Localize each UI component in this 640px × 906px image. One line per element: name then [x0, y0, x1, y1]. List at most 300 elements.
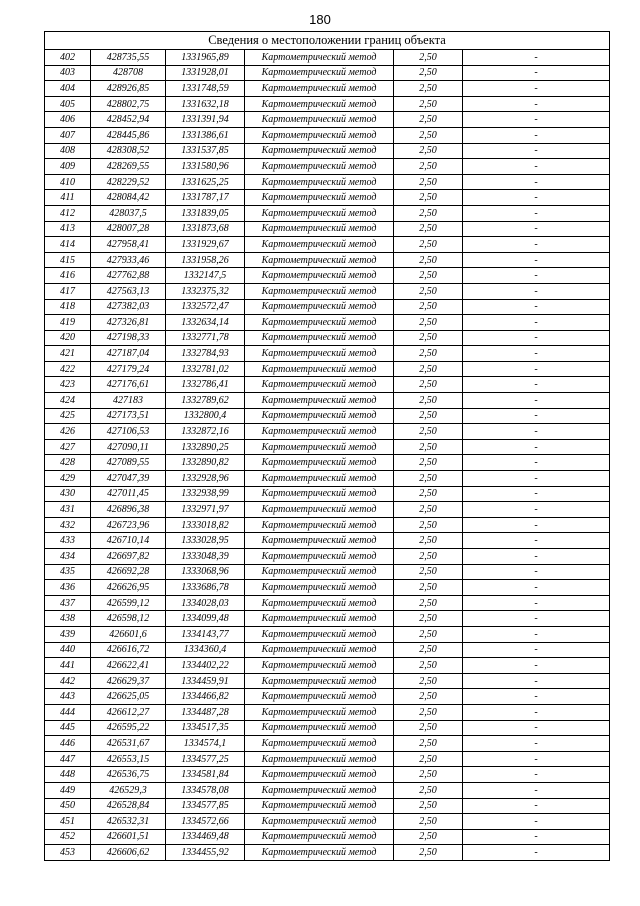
cell-coord-y: 1331929,67 — [166, 237, 245, 253]
cell-point-number: 447 — [45, 751, 91, 767]
cell-coord-y: 1334143,77 — [166, 626, 245, 642]
cell-point-number: 437 — [45, 595, 91, 611]
table-row — [45, 814, 610, 830]
cell-method: Картометрический метод — [245, 814, 394, 830]
cell-description: - — [463, 767, 610, 783]
table-row — [45, 549, 610, 565]
cell-point-number: 439 — [45, 626, 91, 642]
cell-point-number: 448 — [45, 767, 91, 783]
cell-coord-y: 1332971,97 — [166, 502, 245, 518]
cell-coord-x: 427011,45 — [91, 486, 166, 502]
cell-point-number: 427 — [45, 439, 91, 455]
cell-coord-y: 1332634,14 — [166, 315, 245, 331]
cell-coord-y: 1334466,82 — [166, 689, 245, 705]
cell-coord-x: 426601,51 — [91, 829, 166, 845]
cell-point-number: 449 — [45, 782, 91, 798]
cell-point-number: 430 — [45, 486, 91, 502]
cell-point-number: 408 — [45, 143, 91, 159]
cell-method: Картометрический метод — [245, 829, 394, 845]
cell-description: - — [463, 673, 610, 689]
cell-coord-y: 1333048,39 — [166, 549, 245, 565]
cell-method: Картометрический метод — [245, 424, 394, 440]
cell-coord-x: 427089,55 — [91, 455, 166, 471]
cell-point-number: 410 — [45, 174, 91, 190]
cell-method: Картометрический метод — [245, 564, 394, 580]
cell-coord-x: 426536,75 — [91, 767, 166, 783]
cell-point-number: 432 — [45, 517, 91, 533]
cell-coord-x: 426529,3 — [91, 782, 166, 798]
cell-point-number: 423 — [45, 377, 91, 393]
cell-method: Картометрический метод — [245, 237, 394, 253]
cell-method: Картометрический метод — [245, 315, 394, 331]
cell-coord-y: 1333028,95 — [166, 533, 245, 549]
cell-coord-y: 1331391,94 — [166, 112, 245, 128]
page-number: 180 — [309, 12, 331, 27]
table-title: Сведения о местоположении границ объекта — [45, 32, 610, 50]
cell-description: - — [463, 346, 610, 362]
cell-accuracy: 2,50 — [394, 767, 463, 783]
table-row — [45, 736, 610, 752]
cell-description: - — [463, 829, 610, 845]
cell-description: - — [463, 283, 610, 299]
cell-coord-x: 427198,33 — [91, 330, 166, 346]
cell-method: Картометрический метод — [245, 439, 394, 455]
cell-point-number: 428 — [45, 455, 91, 471]
cell-coord-x: 427563,13 — [91, 283, 166, 299]
cell-coord-y: 1334578,08 — [166, 782, 245, 798]
cell-method: Картометрический метод — [245, 112, 394, 128]
cell-coord-x: 427183 — [91, 393, 166, 409]
table-row — [45, 346, 610, 362]
cell-coord-y: 1332800,4 — [166, 408, 245, 424]
cell-method: Картометрический метод — [245, 502, 394, 518]
cell-coord-x: 426896,38 — [91, 502, 166, 518]
cell-coord-y: 1334577,25 — [166, 751, 245, 767]
table-row — [45, 658, 610, 674]
cell-accuracy: 2,50 — [394, 751, 463, 767]
table-row — [45, 689, 610, 705]
cell-accuracy: 2,50 — [394, 252, 463, 268]
cell-method: Картометрический метод — [245, 50, 394, 66]
cell-coord-x: 428037,5 — [91, 205, 166, 221]
table-row — [45, 393, 610, 409]
cell-accuracy: 2,50 — [394, 782, 463, 798]
cell-coord-x: 426723,96 — [91, 517, 166, 533]
cell-coord-x: 427933,46 — [91, 252, 166, 268]
cell-coord-y: 1333018,82 — [166, 517, 245, 533]
cell-method: Картометрический метод — [245, 96, 394, 112]
cell-point-number: 444 — [45, 704, 91, 720]
cell-description: - — [463, 377, 610, 393]
cell-accuracy: 2,50 — [394, 595, 463, 611]
cell-coord-y: 1334402,22 — [166, 658, 245, 674]
cell-coord-y: 1331580,96 — [166, 159, 245, 175]
cell-accuracy: 2,50 — [394, 127, 463, 143]
cell-coord-y: 1332938,99 — [166, 486, 245, 502]
cell-accuracy: 2,50 — [394, 377, 463, 393]
cell-description: - — [463, 611, 610, 627]
cell-point-number: 451 — [45, 814, 91, 830]
cell-point-number: 420 — [45, 330, 91, 346]
cell-accuracy: 2,50 — [394, 564, 463, 580]
cell-point-number: 442 — [45, 673, 91, 689]
cell-point-number: 407 — [45, 127, 91, 143]
cell-point-number: 419 — [45, 315, 91, 331]
cell-description: - — [463, 424, 610, 440]
cell-coord-x: 427047,39 — [91, 471, 166, 487]
cell-accuracy: 2,50 — [394, 268, 463, 284]
cell-coord-y: 1334581,84 — [166, 767, 245, 783]
cell-accuracy: 2,50 — [394, 143, 463, 159]
cell-description: - — [463, 439, 610, 455]
cell-point-number: 424 — [45, 393, 91, 409]
cell-method: Картометрический метод — [245, 283, 394, 299]
cell-point-number: 405 — [45, 96, 91, 112]
cell-coord-x: 426598,12 — [91, 611, 166, 627]
cell-coord-y: 1331537,85 — [166, 143, 245, 159]
table-title-row — [45, 32, 610, 50]
cell-method: Картометрический метод — [245, 845, 394, 861]
cell-description: - — [463, 736, 610, 752]
table-row — [45, 595, 610, 611]
cell-point-number: 426 — [45, 424, 91, 440]
cell-description: - — [463, 720, 610, 736]
cell-description: - — [463, 626, 610, 642]
cell-coord-y: 1334577,85 — [166, 798, 245, 814]
cell-coord-y: 1334574,1 — [166, 736, 245, 752]
cell-point-number: 409 — [45, 159, 91, 175]
table-row — [45, 517, 610, 533]
cell-coord-x: 428735,55 — [91, 50, 166, 66]
cell-point-number: 406 — [45, 112, 91, 128]
table-row — [45, 408, 610, 424]
cell-coord-x: 427187,04 — [91, 346, 166, 362]
cell-description: - — [463, 393, 610, 409]
cell-point-number: 414 — [45, 237, 91, 253]
table-row — [45, 767, 610, 783]
cell-method: Картометрический метод — [245, 377, 394, 393]
cell-description: - — [463, 689, 610, 705]
cell-description: - — [463, 174, 610, 190]
cell-description: - — [463, 814, 610, 830]
cell-accuracy: 2,50 — [394, 299, 463, 315]
table-row — [45, 642, 610, 658]
cell-description: - — [463, 143, 610, 159]
cell-point-number: 413 — [45, 221, 91, 237]
table-row — [45, 81, 610, 97]
cell-accuracy: 2,50 — [394, 845, 463, 861]
cell-point-number: 434 — [45, 549, 91, 565]
cell-coord-x: 426532,31 — [91, 814, 166, 830]
cell-coord-y: 1331632,18 — [166, 96, 245, 112]
cell-method: Картометрический метод — [245, 798, 394, 814]
table-row — [45, 190, 610, 206]
cell-description: - — [463, 361, 610, 377]
cell-method: Картометрический метод — [245, 330, 394, 346]
cell-point-number: 446 — [45, 736, 91, 752]
cell-accuracy: 2,50 — [394, 330, 463, 346]
cell-point-number: 452 — [45, 829, 91, 845]
cell-description: - — [463, 96, 610, 112]
table-row — [45, 112, 610, 128]
cell-method: Картометрический метод — [245, 455, 394, 471]
cell-method: Картометрический метод — [245, 205, 394, 221]
cell-coord-y: 1334517,35 — [166, 720, 245, 736]
cell-coord-x: 427179,24 — [91, 361, 166, 377]
cell-accuracy: 2,50 — [394, 736, 463, 752]
cell-method: Картометрический метод — [245, 143, 394, 159]
cell-coord-y: 1332928,96 — [166, 471, 245, 487]
cell-description: - — [463, 549, 610, 565]
cell-accuracy: 2,50 — [394, 439, 463, 455]
table-row — [45, 580, 610, 596]
cell-accuracy: 2,50 — [394, 190, 463, 206]
cell-description: - — [463, 471, 610, 487]
cell-coord-y: 1334572,66 — [166, 814, 245, 830]
cell-method: Картометрический метод — [245, 127, 394, 143]
cell-coord-x: 426692,28 — [91, 564, 166, 580]
cell-method: Картометрический метод — [245, 611, 394, 627]
cell-coord-y: 1334028,03 — [166, 595, 245, 611]
cell-coord-x: 426528,84 — [91, 798, 166, 814]
cell-method: Картометрический метод — [245, 533, 394, 549]
table-row — [45, 486, 610, 502]
cell-coord-x: 426601,6 — [91, 626, 166, 642]
table-row — [45, 611, 610, 627]
cell-coord-y: 1332890,82 — [166, 455, 245, 471]
cell-point-number: 441 — [45, 658, 91, 674]
table-row — [45, 424, 610, 440]
cell-accuracy: 2,50 — [394, 642, 463, 658]
cell-description: - — [463, 455, 610, 471]
cell-coord-x: 427762,88 — [91, 268, 166, 284]
cell-coord-x: 428445,86 — [91, 127, 166, 143]
cell-coord-x: 427958,41 — [91, 237, 166, 253]
table-row — [45, 268, 610, 284]
cell-point-number: 402 — [45, 50, 91, 66]
cell-point-number: 403 — [45, 65, 91, 81]
cell-coord-y: 1331386,61 — [166, 127, 245, 143]
cell-description: - — [463, 81, 610, 97]
cell-accuracy: 2,50 — [394, 486, 463, 502]
cell-coord-x: 427326,81 — [91, 315, 166, 331]
table-body — [45, 32, 610, 861]
cell-method: Картометрический метод — [245, 767, 394, 783]
cell-coord-y: 1332890,25 — [166, 439, 245, 455]
cell-description: - — [463, 112, 610, 128]
cell-description: - — [463, 237, 610, 253]
cell-coord-x: 428308,52 — [91, 143, 166, 159]
table-row — [45, 50, 610, 66]
table-row — [45, 502, 610, 518]
cell-accuracy: 2,50 — [394, 517, 463, 533]
cell-point-number: 421 — [45, 346, 91, 362]
cell-method: Картометрический метод — [245, 626, 394, 642]
cell-point-number: 433 — [45, 533, 91, 549]
cell-coord-x: 426625,05 — [91, 689, 166, 705]
cell-coord-y: 1334459,91 — [166, 673, 245, 689]
cell-accuracy: 2,50 — [394, 533, 463, 549]
cell-coord-x: 426606,62 — [91, 845, 166, 861]
cell-coord-x: 428708 — [91, 65, 166, 81]
cell-accuracy: 2,50 — [394, 393, 463, 409]
cell-point-number: 450 — [45, 798, 91, 814]
cell-coord-x: 426629,37 — [91, 673, 166, 689]
table-row — [45, 237, 610, 253]
cell-accuracy: 2,50 — [394, 611, 463, 627]
cell-method: Картометрический метод — [245, 517, 394, 533]
cell-point-number: 417 — [45, 283, 91, 299]
cell-coord-y: 1334469,48 — [166, 829, 245, 845]
table-row — [45, 96, 610, 112]
cell-coord-x: 426626,95 — [91, 580, 166, 596]
cell-point-number: 418 — [45, 299, 91, 315]
cell-coord-x: 428452,94 — [91, 112, 166, 128]
cell-accuracy: 2,50 — [394, 361, 463, 377]
cell-accuracy: 2,50 — [394, 424, 463, 440]
cell-accuracy: 2,50 — [394, 455, 463, 471]
cell-accuracy: 2,50 — [394, 408, 463, 424]
cell-accuracy: 2,50 — [394, 658, 463, 674]
table-row — [45, 845, 610, 861]
cell-description: - — [463, 127, 610, 143]
cell-coord-x: 428229,52 — [91, 174, 166, 190]
cell-accuracy: 2,50 — [394, 673, 463, 689]
cell-point-number: 431 — [45, 502, 91, 518]
cell-method: Картометрический метод — [245, 268, 394, 284]
cell-coord-y: 1334455,92 — [166, 845, 245, 861]
cell-description: - — [463, 299, 610, 315]
cell-accuracy: 2,50 — [394, 283, 463, 299]
cell-accuracy: 2,50 — [394, 205, 463, 221]
cell-method: Картометрический метод — [245, 471, 394, 487]
cell-point-number: 404 — [45, 81, 91, 97]
cell-description: - — [463, 798, 610, 814]
table-row — [45, 65, 610, 81]
cell-coord-x: 426531,67 — [91, 736, 166, 752]
cell-point-number: 425 — [45, 408, 91, 424]
cell-description: - — [463, 564, 610, 580]
cell-method: Картометрический метод — [245, 689, 394, 705]
cell-accuracy: 2,50 — [394, 221, 463, 237]
cell-coord-x: 426616,72 — [91, 642, 166, 658]
cell-description: - — [463, 782, 610, 798]
cell-accuracy: 2,50 — [394, 689, 463, 705]
cell-coord-x: 426599,12 — [91, 595, 166, 611]
table-row — [45, 159, 610, 175]
cell-method: Картометрический метод — [245, 704, 394, 720]
table-row — [45, 439, 610, 455]
table-row — [45, 221, 610, 237]
cell-method: Картометрический метод — [245, 549, 394, 565]
cell-description: - — [463, 268, 610, 284]
cell-point-number: 415 — [45, 252, 91, 268]
cell-method: Картометрический метод — [245, 221, 394, 237]
cell-point-number: 411 — [45, 190, 91, 206]
cell-description: - — [463, 252, 610, 268]
cell-coord-x: 428802,75 — [91, 96, 166, 112]
cell-accuracy: 2,50 — [394, 81, 463, 97]
cell-method: Картометрический метод — [245, 658, 394, 674]
cell-coord-y: 1331748,59 — [166, 81, 245, 97]
cell-accuracy: 2,50 — [394, 346, 463, 362]
cell-accuracy: 2,50 — [394, 471, 463, 487]
cell-coord-y: 1334099,48 — [166, 611, 245, 627]
table-row — [45, 533, 610, 549]
cell-coord-y: 1332784,93 — [166, 346, 245, 362]
cell-coord-y: 1331873,68 — [166, 221, 245, 237]
cell-description: - — [463, 580, 610, 596]
cell-description: - — [463, 190, 610, 206]
table-row — [45, 626, 610, 642]
cell-method: Картометрический метод — [245, 65, 394, 81]
cell-method: Картометрический метод — [245, 782, 394, 798]
cell-coord-x: 426697,82 — [91, 549, 166, 565]
cell-coord-x: 426553,15 — [91, 751, 166, 767]
cell-accuracy: 2,50 — [394, 112, 463, 128]
cell-coord-y: 1331965,89 — [166, 50, 245, 66]
cell-coord-y: 1334360,4 — [166, 642, 245, 658]
cell-coord-y: 1334487,28 — [166, 704, 245, 720]
cell-coord-x: 428084,42 — [91, 190, 166, 206]
cell-description: - — [463, 751, 610, 767]
cell-accuracy: 2,50 — [394, 704, 463, 720]
cell-method: Картометрический метод — [245, 736, 394, 752]
table-row — [45, 782, 610, 798]
table-row — [45, 283, 610, 299]
cell-method: Картометрический метод — [245, 252, 394, 268]
cell-coord-x: 428926,85 — [91, 81, 166, 97]
cell-coord-y: 1332375,32 — [166, 283, 245, 299]
cell-description: - — [463, 408, 610, 424]
cell-coord-x: 427106,53 — [91, 424, 166, 440]
table-row — [45, 127, 610, 143]
cell-accuracy: 2,50 — [394, 814, 463, 830]
cell-method: Картометрический метод — [245, 393, 394, 409]
cell-accuracy: 2,50 — [394, 502, 463, 518]
cell-description: - — [463, 486, 610, 502]
table-row — [45, 829, 610, 845]
table-row — [45, 174, 610, 190]
cell-description: - — [463, 658, 610, 674]
cell-method: Картометрический метод — [245, 299, 394, 315]
cell-description: - — [463, 502, 610, 518]
cell-point-number: 436 — [45, 580, 91, 596]
cell-point-number: 435 — [45, 564, 91, 580]
cell-point-number: 416 — [45, 268, 91, 284]
cell-coord-y: 1332781,02 — [166, 361, 245, 377]
cell-coord-y: 1332147,5 — [166, 268, 245, 284]
cell-coord-x: 428269,55 — [91, 159, 166, 175]
cell-description: - — [463, 517, 610, 533]
cell-accuracy: 2,50 — [394, 626, 463, 642]
cell-coord-x: 426710,14 — [91, 533, 166, 549]
cell-coord-x: 426612,27 — [91, 704, 166, 720]
table-row — [45, 455, 610, 471]
cell-description: - — [463, 642, 610, 658]
table-row — [45, 798, 610, 814]
cell-method: Картометрический метод — [245, 580, 394, 596]
cell-description: - — [463, 595, 610, 611]
cell-method: Картометрический метод — [245, 81, 394, 97]
cell-coord-y: 1331958,26 — [166, 252, 245, 268]
cell-method: Картометрический метод — [245, 190, 394, 206]
cell-accuracy: 2,50 — [394, 580, 463, 596]
table-row — [45, 377, 610, 393]
cell-point-number: 453 — [45, 845, 91, 861]
cell-coord-x: 427382,03 — [91, 299, 166, 315]
cell-description: - — [463, 50, 610, 66]
